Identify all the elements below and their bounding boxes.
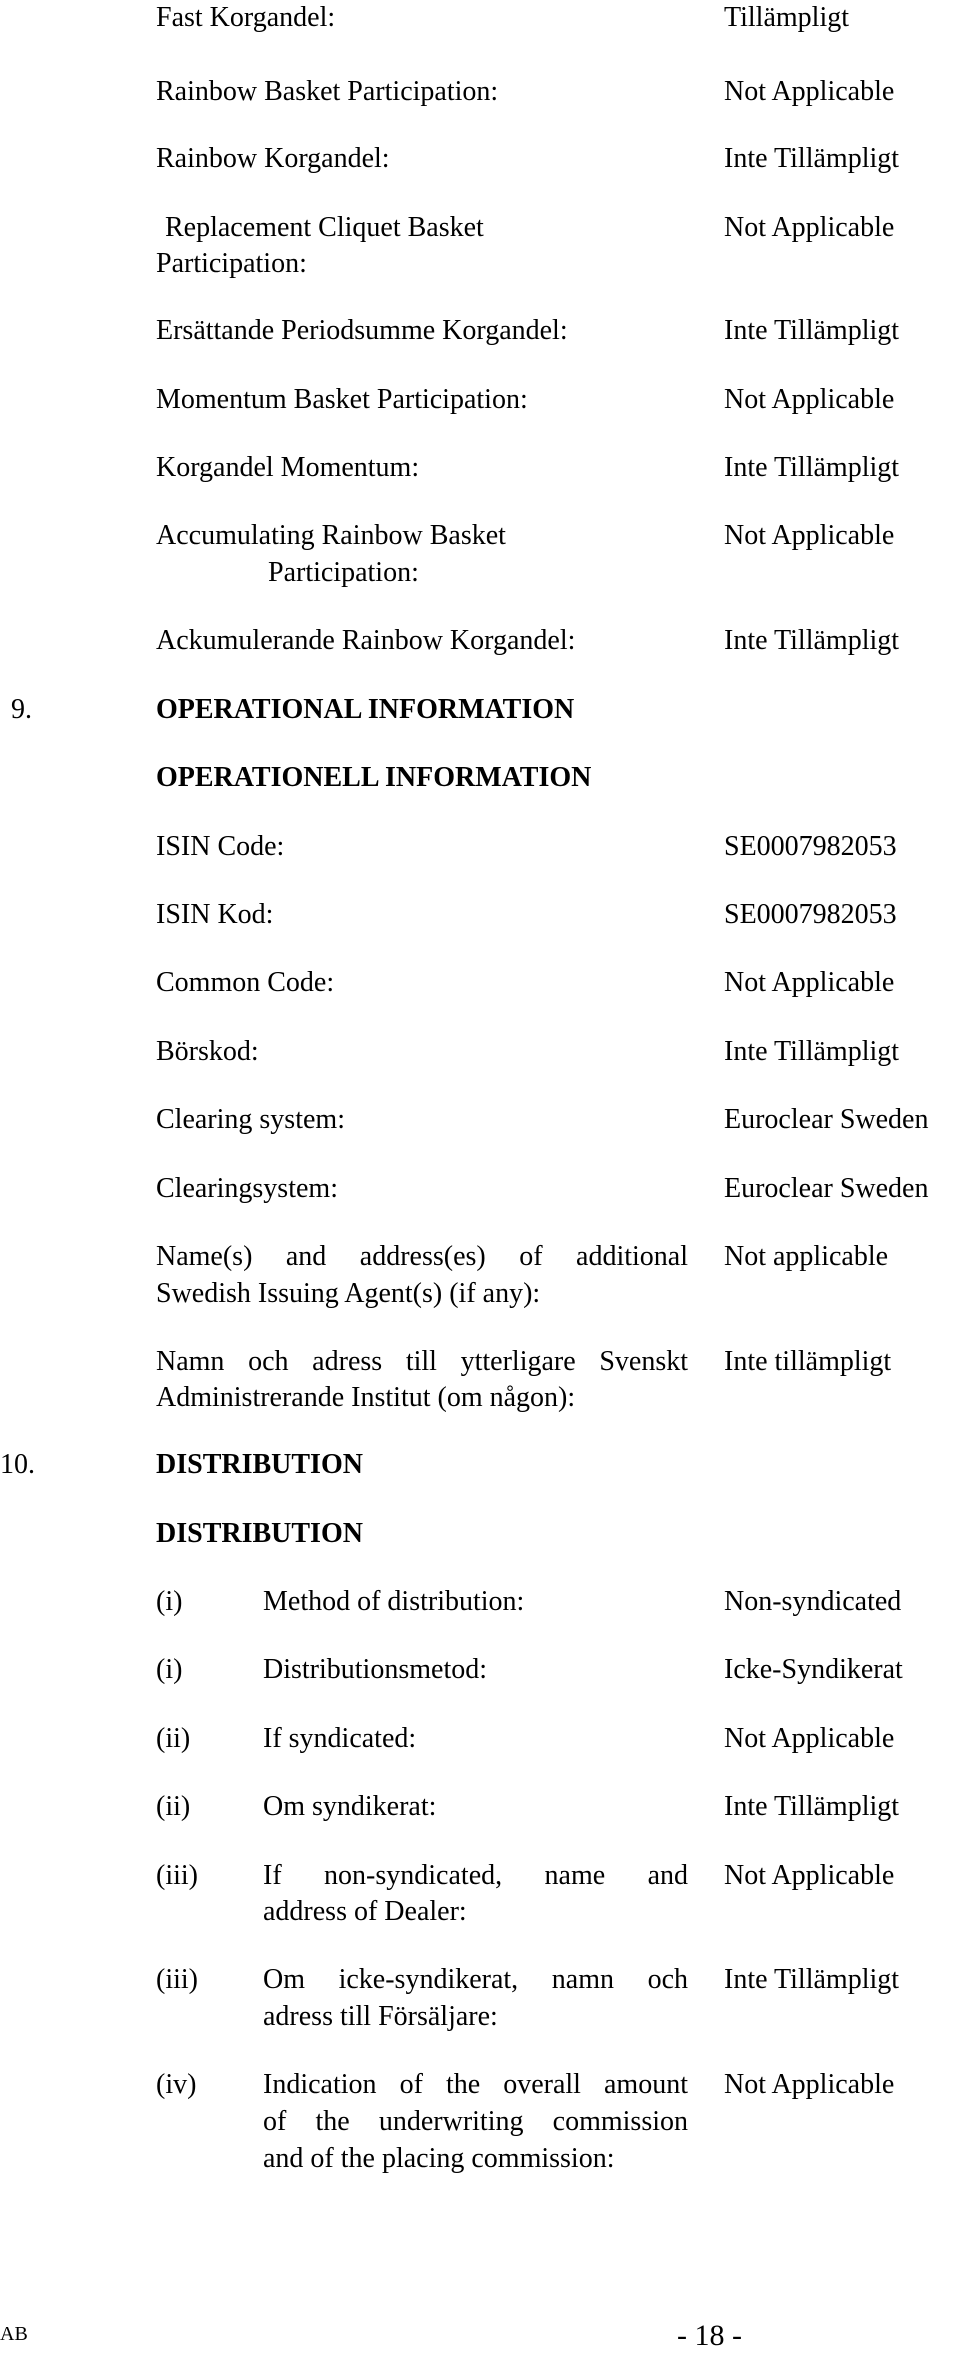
value-ackumulerande-rainbow: Inte Tillämpligt xyxy=(724,625,900,656)
label-om-syndikerat: Om syndikerat: xyxy=(263,1791,437,1822)
section-10-number: 10. xyxy=(0,1449,35,1480)
value-ersattande-periodsumme: Inte Tillämpligt xyxy=(724,315,900,346)
value-method-of-distribution: Non-syndicated xyxy=(724,1586,902,1617)
label-korgandel-momentum: Korgandel Momentum: xyxy=(156,452,420,483)
item-number: (i) xyxy=(156,1586,183,1617)
value-accumulating-rainbow: Not Applicable xyxy=(724,520,895,551)
label-ytterligare-institut-line1: Namn och adress till ytterligare Svenskt xyxy=(156,1346,688,1377)
page-number: - 18 - xyxy=(677,2319,742,2352)
value-clearing-system: Euroclear Sweden xyxy=(724,1104,929,1135)
label-additional-issuing-agent-line1: Name(s) and address(es) of additional xyxy=(156,1241,688,1272)
footer-left-label: AB xyxy=(0,2323,28,2345)
label-commission-line2: of the underwriting commission xyxy=(263,2106,688,2137)
value-om-icke-syndikerat: Inte Tillämpligt xyxy=(724,1964,900,1995)
section-10-title-sv: DISTRIBUTION xyxy=(156,1518,363,1549)
label-replacement-cliquet-line2: Participation: xyxy=(156,248,307,279)
value-if-syndicated: Not Applicable xyxy=(724,1723,895,1754)
item-number: (ii) xyxy=(156,1723,191,1754)
section-9-number: 9. xyxy=(11,694,32,725)
label-momentum-basket: Momentum Basket Participation: xyxy=(156,384,528,415)
label-accumulating-rainbow-line2: Participation: xyxy=(268,557,419,588)
value-commission: Not Applicable xyxy=(724,2069,895,2100)
label-clearing-system: Clearing system: xyxy=(156,1104,345,1135)
value-borskod: Inte Tillämpligt xyxy=(724,1036,900,1067)
item-number: (iv) xyxy=(156,2069,197,2100)
label-if-non-syndicated-line1: If non-syndicated, name and xyxy=(263,1860,688,1891)
label-common-code: Common Code: xyxy=(156,967,335,998)
value-rainbow-korgandel: Inte Tillämpligt xyxy=(724,143,900,174)
value-replacement-cliquet: Not Applicable xyxy=(724,212,895,243)
label-rainbow-korgandel: Rainbow Korgandel: xyxy=(156,143,390,174)
value-korgandel-momentum: Inte Tillämpligt xyxy=(724,452,900,483)
item-number: (i) xyxy=(156,1654,183,1685)
value-common-code: Not Applicable xyxy=(724,967,895,998)
label-commission-line3: and of the placing commission: xyxy=(263,2143,615,2174)
label-ersattande-periodsumme: Ersättande Periodsumme Korgandel: xyxy=(156,315,568,346)
value-momentum-basket: Not Applicable xyxy=(724,384,895,415)
value-additional-issuing-agent: Not applicable xyxy=(724,1241,889,1272)
label-ytterligare-institut-line2: Administrerande Institut (om någon): xyxy=(156,1382,576,1413)
value-rainbow-basket-participation: Not Applicable xyxy=(724,76,895,107)
item-number: (ii) xyxy=(156,1791,191,1822)
item-number: (iii) xyxy=(156,1860,198,1891)
value-om-syndikerat: Inte Tillämpligt xyxy=(724,1791,900,1822)
value-isin-code: SE0007982053 xyxy=(724,831,897,862)
item-number: (iii) xyxy=(156,1964,198,1995)
label-replacement-cliquet-line1: Replacement Cliquet Basket xyxy=(165,212,484,243)
value-fast-korgandel: Tillämpligt xyxy=(724,2,850,33)
label-om-icke-syndikerat-line2: adress till Försäljare: xyxy=(263,2001,498,2032)
label-fast-korgandel: Fast Korgandel: xyxy=(156,2,336,33)
label-commission-line1: Indication of the overall amount xyxy=(263,2069,688,2100)
label-if-syndicated: If syndicated: xyxy=(263,1723,417,1754)
value-distributionsmetod: Icke-Syndikerat xyxy=(724,1654,903,1685)
label-accumulating-rainbow-line1: Accumulating Rainbow Basket xyxy=(156,520,506,551)
label-om-icke-syndikerat-line1: Om icke-syndikerat, namn och xyxy=(263,1964,688,1995)
value-ytterligare-institut: Inte tillämpligt xyxy=(724,1346,892,1377)
label-distributionsmetod: Distributionsmetod: xyxy=(263,1654,487,1685)
label-additional-issuing-agent-line2: Swedish Issuing Agent(s) (if any): xyxy=(156,1278,541,1309)
value-isin-kod: SE0007982053 xyxy=(724,899,897,930)
value-if-non-syndicated: Not Applicable xyxy=(724,1860,895,1891)
label-method-of-distribution: Method of distribution: xyxy=(263,1586,525,1617)
label-clearingsystem: Clearingsystem: xyxy=(156,1173,338,1204)
section-9-title-en: OPERATIONAL INFORMATION xyxy=(156,694,575,725)
label-isin-kod: ISIN Kod: xyxy=(156,899,274,930)
label-if-non-syndicated-line2: address of Dealer: xyxy=(263,1896,467,1927)
label-borskod: Börskod: xyxy=(156,1036,259,1067)
label-rainbow-basket-participation: Rainbow Basket Participation: xyxy=(156,76,499,107)
value-clearingsystem: Euroclear Sweden xyxy=(724,1173,929,1204)
label-isin-code: ISIN Code: xyxy=(156,831,285,862)
label-ackumulerande-rainbow: Ackumulerande Rainbow Korgandel: xyxy=(156,625,576,656)
section-9-title-sv: OPERATIONELL INFORMATION xyxy=(156,762,592,793)
section-10-title-en: DISTRIBUTION xyxy=(156,1449,363,1480)
